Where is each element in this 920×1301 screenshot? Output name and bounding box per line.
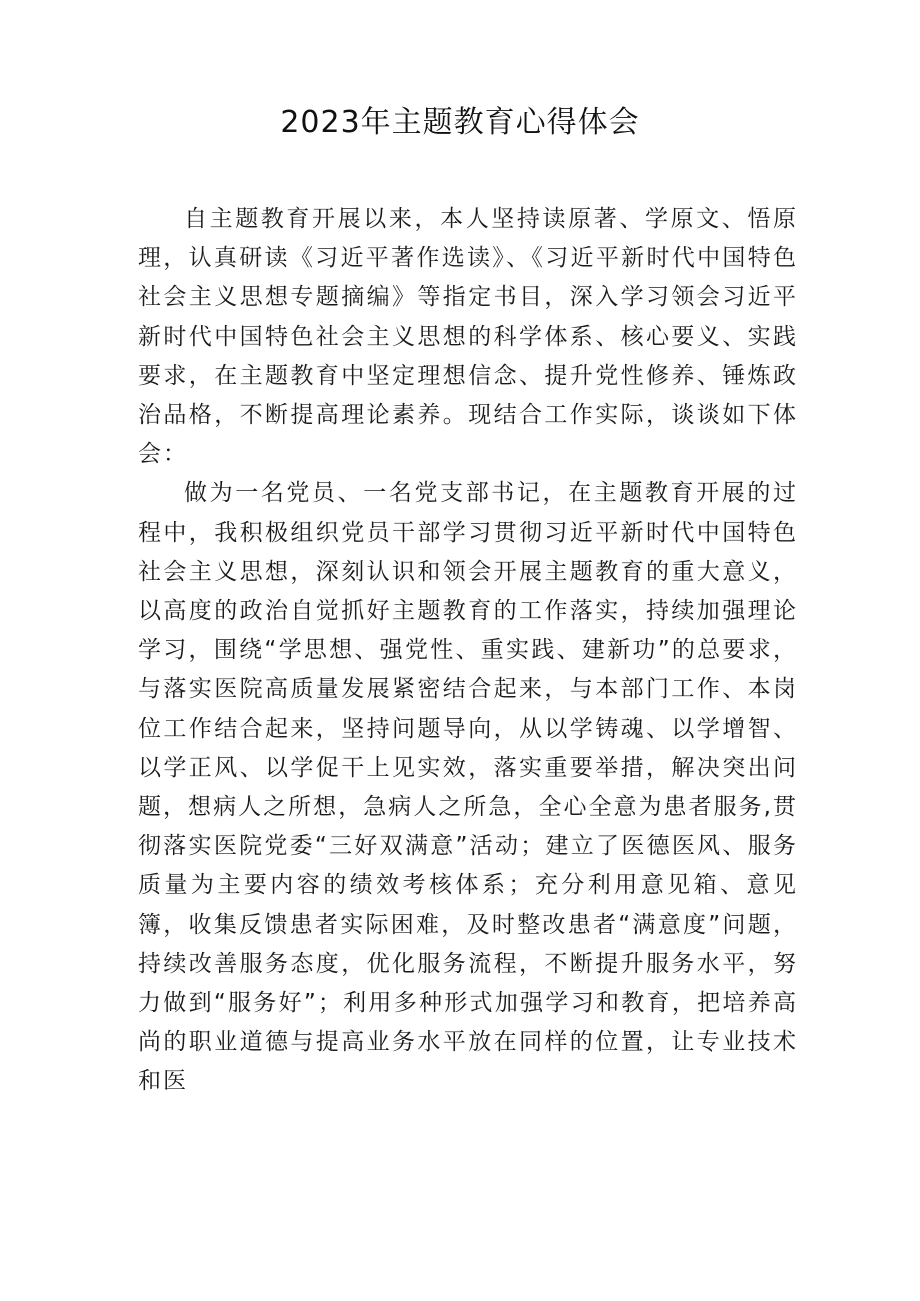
document-title: 2023年主题教育心得体会 (280, 105, 640, 140)
paragraph-intro: 自主题教育开展以来，本人坚持读原著、学原文、悟原理，认真研读《习近平著作选读》、《习近平新时代中国特色社会主义思想专题摘编》等指定书目，深入学习领会习近平新时代中国特色社会主义思想的科学体系、核心要义、实践要求，在主题教育中坚定理想信念、提升党性修养、锤炼政治品格，不断提高理论素养。现结合工作实际，谈谈如下体会： (138, 206, 798, 468)
paragraph-main: 做为一名党员、一名党支部书记，在主题教育开展的过程中，我积极组织党员干部学习贯彻习近平新时代中国特色社会主义思想，深刻认识和领会开展主题教育的重大意义，以高度的政治自觉抓好主题教育的工作落实，持续加强理论学习，围绕“学思想、强党性、重实践、建新功”的总要求，与落实医院高质量发展紧密结合起来，与本部门工作、本岗位工作结合起来，坚持问题导向，从以学铸魂、以学增智、以学正风、以学促干上见实效，落实重要举措，解决突出问题，想病人之所想，急病人之所急，全心全意为患者服务,贯彻落实医院党委“三好双满意”活动；建立了医德医风、服务质量为主要内容的绩效考核体系；充分利用意见箱、意见簿，收集反馈患者实际困难，及时整改患者“满意度”问题，持续改善服务态度，优化服务流程，不断提升服务水平，努力做到“服务好”；利用多种形式加强学习和教育，把培养高尚的职业道德与提高业务水平放在同样的位置，让专业技术和医 (138, 480, 798, 1095)
document-body (138, 200, 798, 1102)
